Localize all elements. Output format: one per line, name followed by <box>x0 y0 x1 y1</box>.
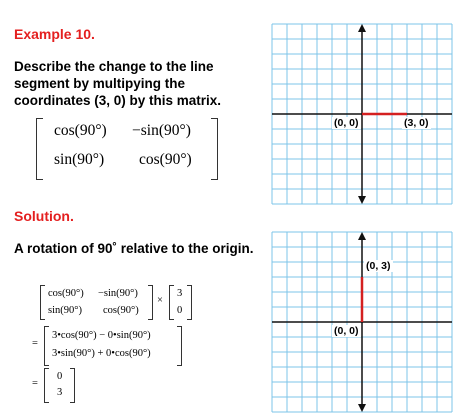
graph-after-y-arrow-up <box>358 232 366 240</box>
graph-before <box>272 24 452 204</box>
work-m3-left-bracket <box>44 368 49 403</box>
work-m1-r2c1: sin(90°) <box>48 305 82 316</box>
graph-before-origin-label: (0, 0) <box>334 117 359 129</box>
graph-before-y-arrow-down <box>358 196 366 204</box>
graph-after-origin-label: (0, 0) <box>334 325 359 337</box>
rotation-matrix <box>36 118 218 180</box>
work-m1-r1c2: −sin(90°) <box>98 288 138 299</box>
work-m2-right-bracket <box>177 326 182 366</box>
matrix-r1c1: cos(90°) <box>54 122 107 139</box>
work-v-r2: 0 <box>177 305 183 316</box>
example-heading: Example 10. <box>14 26 95 42</box>
matrix-left-bracket <box>36 118 43 180</box>
work-m1-right-bracket <box>148 285 153 320</box>
graph-after-y-arrow-down <box>358 404 366 412</box>
matrix-r1c2: −sin(90°) <box>132 122 191 139</box>
solution-heading: Solution. <box>14 208 74 224</box>
matrix-r2c2: cos(90°) <box>139 151 192 168</box>
graph-before-y-arrow-up <box>358 24 366 32</box>
work-m1-r2c2: cos(90°) <box>103 305 139 316</box>
work-v-r1: 3 <box>177 288 183 299</box>
work-m3-r2: 3 <box>57 387 63 398</box>
work-v-left-bracket <box>169 285 174 320</box>
graph-before-point-label: (3, 0) <box>404 117 429 129</box>
work-m2-r1: 3•cos(90°) − 0•sin(90°) <box>52 330 151 341</box>
problem-text: Describe the change to the line segment by multipying the coordinates (3, 0) by this matrix. <box>14 59 222 108</box>
graph-after-canvas <box>272 232 452 412</box>
work-m3-right-bracket <box>70 368 75 403</box>
matrix-right-bracket <box>211 118 218 180</box>
work-m1-r1c1: cos(90°) <box>48 288 84 299</box>
graph-before-canvas <box>272 24 452 204</box>
work-m3-r1: 0 <box>57 371 63 382</box>
work-v-right-bracket <box>187 285 192 320</box>
graph-after <box>272 232 452 412</box>
answer-text: A rotation of 90˚ relative to the origin. <box>14 241 254 256</box>
work-m2-r2: 3•sin(90°) + 0•cos(90°) <box>52 348 151 359</box>
matrix-r2c1: sin(90°) <box>54 151 105 168</box>
graph-after-point-label: (0, 3) <box>366 260 391 272</box>
work-equals-sign-2: = <box>32 378 38 389</box>
work-times-sign: × <box>157 295 163 306</box>
work-m2-left-bracket <box>44 326 49 366</box>
work-m1-left-bracket <box>40 285 45 320</box>
work-equals-sign-1: = <box>32 338 38 349</box>
